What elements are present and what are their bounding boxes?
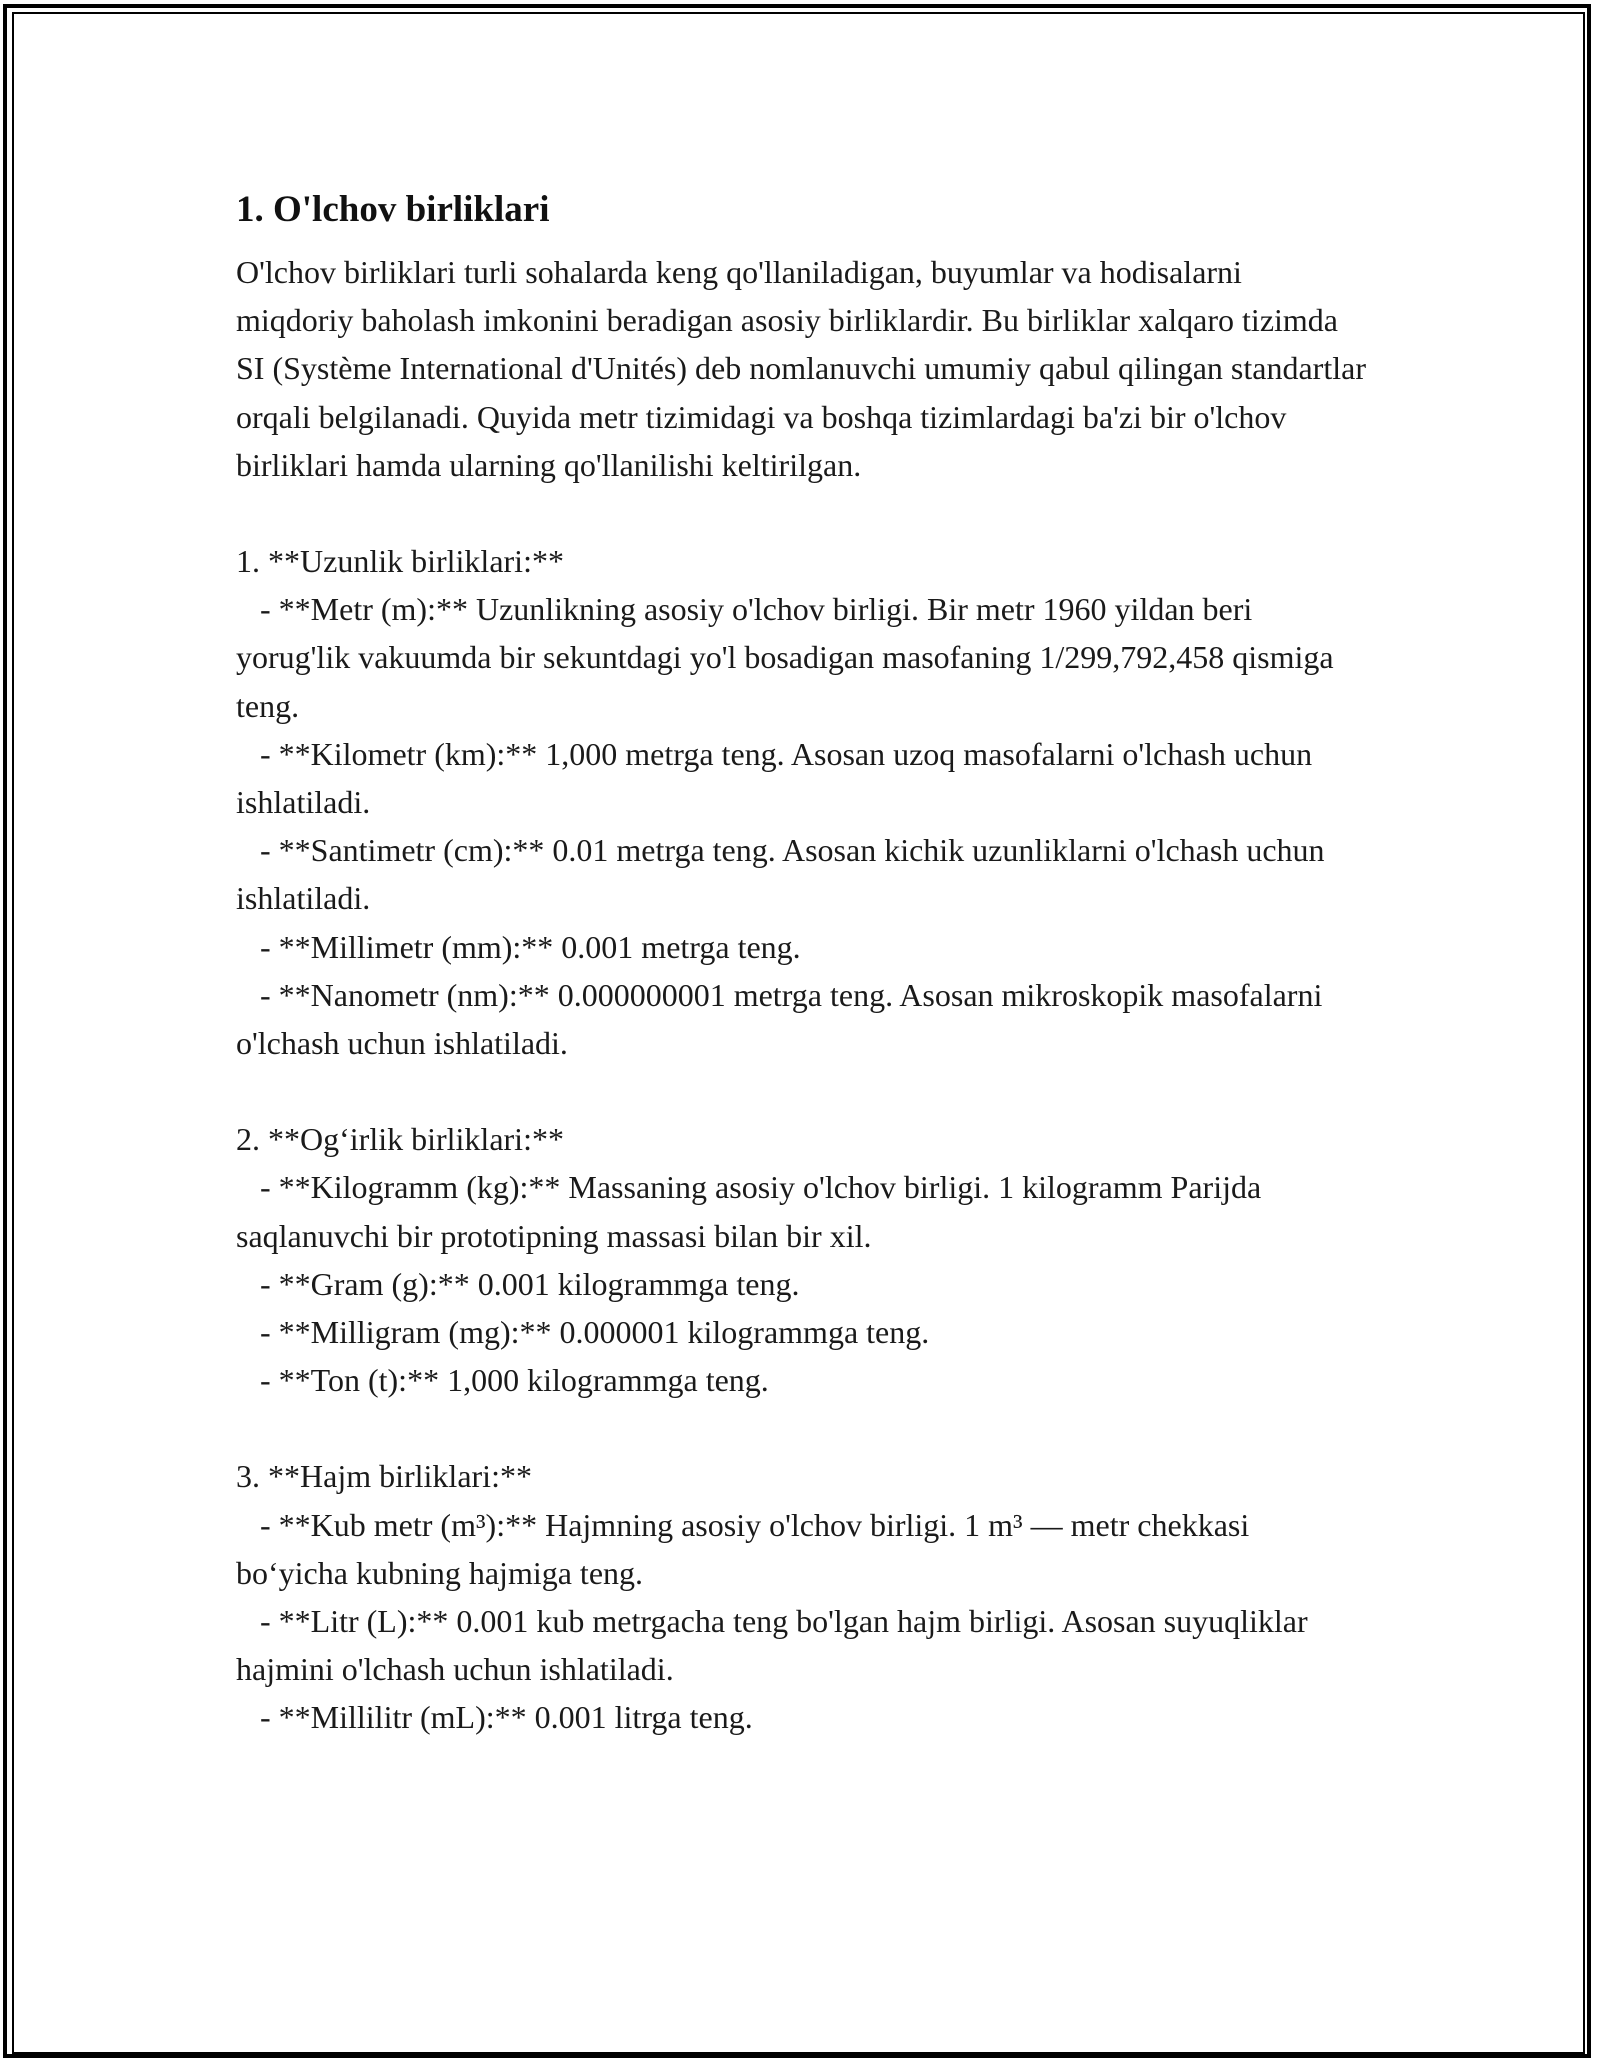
section-length-units <box>236 537 1366 1067</box>
list-item: - **Kub metr (m³):** Hajmning asosiy o'lchov birligi. 1 m³ — metr chekkasi bo‘yicha kubning hajmiga teng. <box>236 1506 1250 1591</box>
list-item: - **Millilitr (mL):** 0.001 litrga teng. <box>260 1699 753 1736</box>
list-item: - **Milligram (mg):** 0.000001 kilogrammga teng. <box>260 1314 930 1351</box>
section-heading: 1. **Uzunlik birliklari:** <box>236 543 564 580</box>
document-page <box>236 186 1366 1790</box>
page-title: 1. O'lchov birliklari <box>236 189 550 230</box>
list-item: - **Litr (L):** 0.001 kub metrgacha teng bo'lgan hajm birligi. Asosan suyuqliklar hajmini o'lchash uchun ishlatiladi. <box>236 1603 1308 1688</box>
intro-paragraph: O'lchov birliklari turli sohalarda keng qo'llaniladigan, buyumlar va hodisalarni miqdoriy baholash imkonini beradigan asosiy birliklardir. Bu birliklar xalqaro tizimda SI (Système International d'Unités) deb nomlanuvchi umumiy qabul qilingan standartlar orqali belgilanadi. Quyida metr tizimidagi va boshqa tizimlardagi ba'zi bir o'lchov birliklari hamda ularning qo'llanilishi keltirilgan. <box>236 254 1366 483</box>
list-item: - **Millimetr (mm):** 0.001 metrga teng. <box>260 928 801 965</box>
list-item: - **Nanometr (nm):** 0.000000001 metrga teng. Asosan mikroskopik masofalarni o'lchash uchun ishlatiladi. <box>236 976 1323 1062</box>
section-heading: 3. **Hajm birliklari:** <box>236 1458 532 1495</box>
section-weight-units <box>236 1115 1366 1404</box>
list-item: - **Kilogramm (kg):** Massaning asosiy o'lchov birligi. 1 kilogramm Parijda saqlanuvchi bir prototipning massasi bilan bir xil. <box>236 1169 1262 1254</box>
list-item: - **Gram (g):** 0.001 kilogrammga teng. <box>260 1265 800 1302</box>
section-heading: 2. **Og‘irlik birliklari:** <box>236 1121 564 1158</box>
list-item: - **Kilometr (km):** 1,000 metrga teng. Asosan uzoq masofalarni o'lchash uchun ishlatiladi. <box>236 735 1313 821</box>
list-item: - **Santimetr (cm):** 0.01 metrga teng. Asosan kichik uzunliklarni o'lchash uchun ishlatiladi. <box>236 832 1325 917</box>
list-item: - **Metr (m):** Uzunlikning asosiy o'lchov birligi. Bir metr 1960 yildan beri yorug'lik vakuumda bir sekuntdagi yo'l bosadigan masofaning 1/299,792,458 qismiga teng. <box>236 591 1334 724</box>
section-volume-units <box>236 1452 1366 1741</box>
list-item: - **Ton (t):** 1,000 kilogrammga teng. <box>260 1362 769 1399</box>
